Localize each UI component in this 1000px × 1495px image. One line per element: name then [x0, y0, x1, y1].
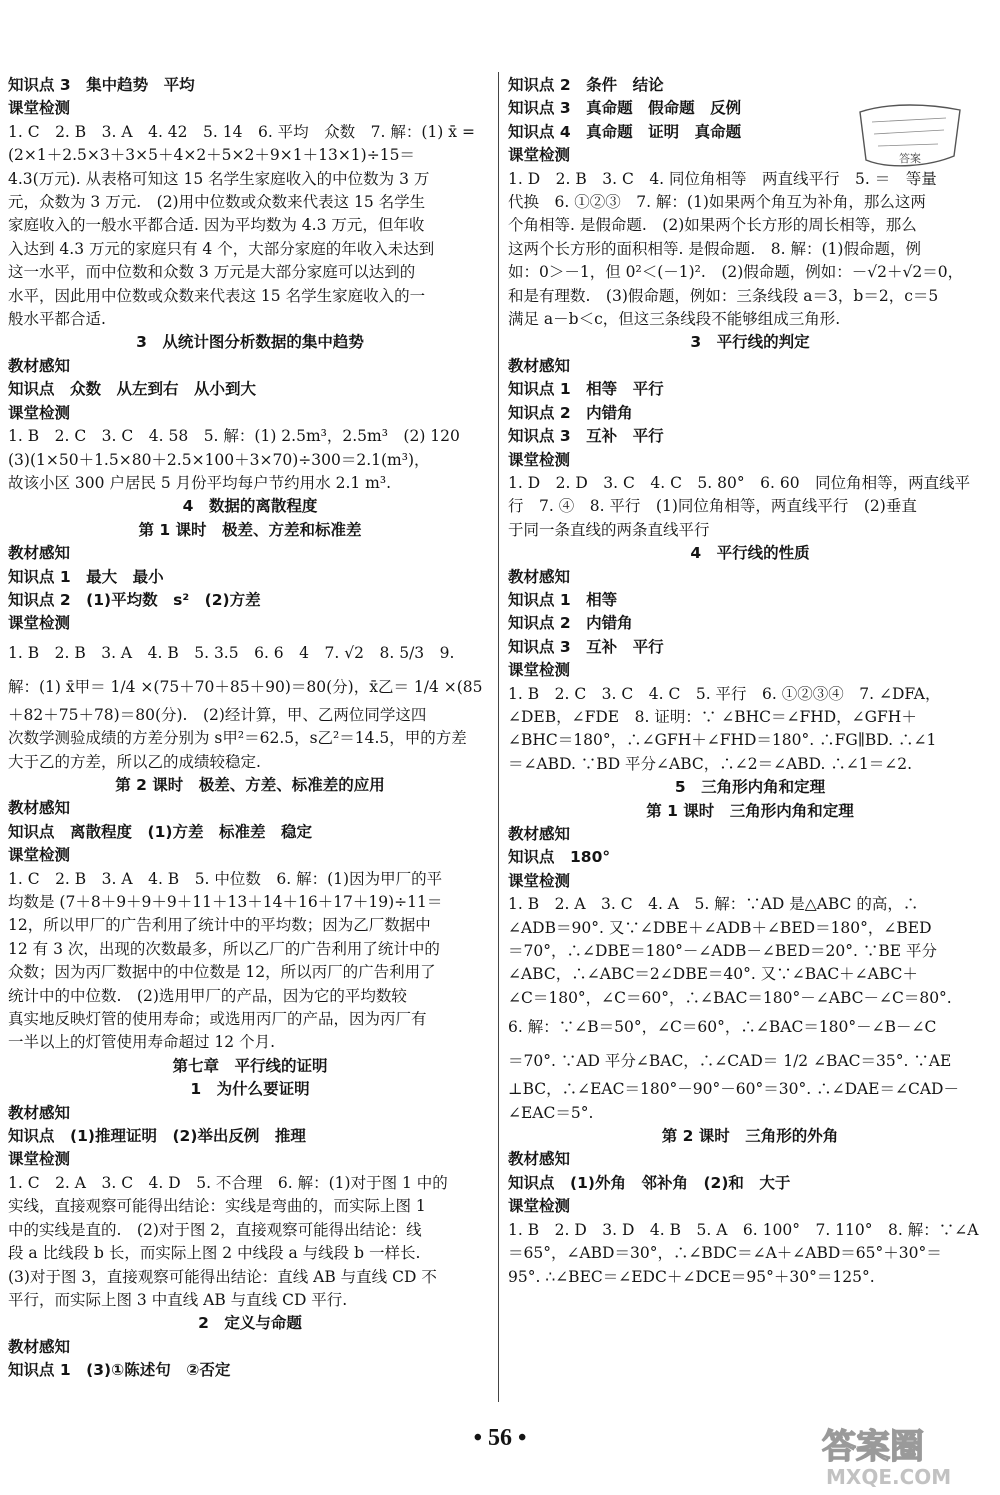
- text-line: ∠ABC，∴∠ABC＝2∠DBE＝40°. 又∵∠BAC＋∠ABC＋: [508, 965, 918, 984]
- subheading-line: 教材感知: [8, 356, 71, 375]
- text-line: 满足 a－b＜c，但这三条线段不能够组成三角形.: [508, 310, 841, 329]
- text-line: ∠EAC＝5°.: [508, 1103, 594, 1122]
- text-line: 个角相等. 是假命题. (2)如果两个长方形的周长相等，那么: [508, 216, 917, 235]
- text-line: 大于乙的方差，所以乙的成绩较稳定.: [8, 752, 261, 771]
- text-line: ＝70°. ∵AD 平分∠BAC，∴∠CAD＝ 1/2 ∠BAC＝35°. ∵AE: [508, 1052, 952, 1071]
- subheading-line: 知识点 1 最大 最小: [8, 567, 164, 586]
- subheading-line: 教材感知: [508, 1150, 571, 1169]
- subheading-line: 知识点 1 (3)①陈述句 ②否定: [8, 1361, 231, 1380]
- subheading-line: 课堂检测: [8, 614, 71, 633]
- subheading-line: 知识点 4 真命题 证明 真命题: [508, 122, 742, 141]
- text-line: ＝65°，∠ABD＝30°，∴∠BDC＝∠A＋∠ABD＝65°＋30°＝: [508, 1244, 942, 1263]
- text-line: 代换 6. ①②③ 7. 解：(1)如果两个角互为补角，那么这两: [508, 193, 926, 212]
- subheading-line: 教材感知: [508, 567, 571, 586]
- subheading-line: 教材感知: [8, 1337, 71, 1356]
- subheading-line: 课堂检测: [8, 99, 71, 118]
- subheading-line: 知识点 1 相等 平行: [508, 380, 664, 399]
- subheading-line: 知识点 离散程度 (1)方差 标准差 稳定: [8, 822, 312, 841]
- stamp-text: 答案: [899, 152, 921, 165]
- text-line: ⊥BC，∴∠EAC＝180°－90°－60°＝30°. ∴∠DAE＝∠CAD－: [508, 1080, 959, 1099]
- text-line: 故该小区 300 户居民 5 月份平均每户节约用水 2.1 m³.: [8, 473, 391, 492]
- section-heading: 2 定义与命题: [198, 1314, 302, 1333]
- subheading-line: 知识点 3 互补 平行: [508, 427, 664, 446]
- text-line: ＋82＋75＋78)＝80(分). (2)经计算，甲、乙两位同学这四: [8, 705, 427, 724]
- text-line: 这一水平，而中位数和众数 3 万元是大部分家庭可以达到的: [8, 263, 416, 282]
- text-line: 入达到 4.3 万元的家庭只有 4 个，大部分家庭的年收入未达到: [8, 239, 435, 258]
- text-line: 这两个长方形的面积相等. 是假命题. 8. 解：(1)假命题，例: [508, 239, 921, 258]
- text-line: 6. 解：∵∠B＝50°，∠C＝60°，∴∠BAC＝180°－∠B－∠C: [508, 1018, 937, 1037]
- section-heading: 1 为什么要证明: [190, 1080, 310, 1099]
- text-line: 95°. ∴∠BEC＝∠EDC＋∠DCE＝95°＋30°＝125°.: [508, 1267, 875, 1286]
- text-line: (3)对于图 3，直接观察可能得出结论：直线 AB 与直线 CD 不: [8, 1267, 437, 1286]
- text-line: 均数是 (7＋8＋9＋9＋9＋11＋13＋14＋16＋17＋19)÷11＝: [8, 893, 443, 911]
- subheading-line: 课堂检测: [8, 1150, 71, 1169]
- subheading-line: 知识点 2 (1)平均数 s² (2)方差: [8, 590, 261, 609]
- section-heading: 3 从统计图分析数据的集中趋势: [136, 333, 364, 352]
- left-column: [8, 74, 492, 1383]
- text-line: ＝70°，∴∠DBE＝180°－∠ADB－∠BED＝20°. ∵BE 平分: [508, 942, 938, 961]
- text-line: 1. B 2. D 3. D 4. B 5. A 6. 100° 7. 110° 8. 解：∵∠A: [508, 1220, 979, 1239]
- text-line: ∠C＝180°，∠C＝60°，∴∠BAC＝180°－∠ABC－∠C＝80°.: [508, 988, 952, 1007]
- section-heading: 第 1 课时 三角形内角和定理: [646, 801, 854, 820]
- subheading-line: 课堂检测: [508, 661, 571, 680]
- subheading-line: 课堂检测: [508, 146, 571, 165]
- subheading-line: 知识点 2 内错角: [508, 614, 633, 633]
- subheading-line: 课堂检测: [508, 871, 571, 890]
- subheading-line: 知识点 (1)外角 邻补角 (2)和 大于: [508, 1173, 791, 1192]
- text-line: 12，所以甲厂的广告利用了统计中的平均数；因为乙厂数据中: [8, 916, 431, 935]
- subheading-line: 教材感知: [508, 825, 571, 843]
- subheading-line: 知识点 3 集中趋势 平均: [8, 76, 195, 94]
- text-line: 1. B 2. B 3. A 4. B 5. 3.5 6. 6 4 7. √2 8. 5/3 9.: [8, 643, 455, 662]
- section-heading: 4 平行线的性质: [690, 544, 810, 563]
- text-line: 1. B 2. C 3. C 4. 58 5. 解：(1) 2.5m³，2.5m³ (2) 120: [8, 427, 460, 446]
- text-line: 如：0＞－1，但 0²＜(－1)². (2)假命题，例如：－√2＋√2＝0，: [508, 263, 964, 282]
- text-line: (3)(1×50＋1.5×80＋2.5×100＋3×70)÷300＝2.1(m³)，: [8, 450, 430, 469]
- text-line: 段 a 比线段 b 长，而实际上图 2 中线段 a 与线段 b 一样长.: [8, 1244, 421, 1263]
- text-line: 般水平都合适.: [8, 310, 106, 329]
- text-line: 1. D 2. D 3. C 4. C 5. 80° 6. 60 同位角相等，两直线平: [508, 473, 971, 492]
- subheading-line: 课堂检测: [8, 846, 71, 865]
- subheading-line: 知识点 2 条件 结论: [508, 76, 664, 94]
- subheading-line: 知识点 180°: [508, 848, 611, 867]
- watermark-logo: [812, 1420, 997, 1492]
- section-heading: 5 三角形内角和定理: [674, 778, 826, 797]
- page-number: • 56 •: [473, 1425, 527, 1451]
- text-line: 次数学测验成绩的方差分别为 s甲²＝62.5，s乙²＝14.5，甲的方差: [8, 729, 467, 748]
- text-line: 一半以上的灯管使用寿命超过 12 个月.: [8, 1033, 276, 1052]
- svg-text:MXQE.COM: MXQE.COM: [826, 1465, 952, 1489]
- subheading-line: 教材感知: [8, 544, 71, 563]
- subheading-line: 知识点 3 真命题 假命题 反例: [508, 99, 742, 118]
- text-line: 众数；因为丙厂数据中的中位数是 12，所以丙厂的广告利用了: [8, 963, 436, 982]
- text-line: 家庭收入的一般水平都合适. 因为平均数为 4.3 万元，但年收: [8, 216, 425, 235]
- text-line: 1. D 2. B 3. C 4. 同位角相等 两直线平行 5. ＝ 等量: [508, 169, 937, 188]
- text-line: (2×1＋2.5×3＋3×5＋4×2＋5×2＋9×1＋13×1)÷15＝: [8, 146, 415, 165]
- section-heading: 3 平行线的判定: [690, 333, 810, 352]
- text-line: 水平，因此用中位数或众数来代表这 15 名学生家庭收入的一: [8, 286, 426, 305]
- text-line: 真实地反映灯管的使用寿命；或选用丙厂的产品，因为丙厂有: [8, 1010, 427, 1029]
- text-line: 解：(1) x̄甲＝ 1/4 ×(75＋70＋85＋90)＝80(分)，x̄乙＝ 1/4 ×(85: [8, 677, 483, 696]
- text-line: ∠BHC＝180°，∴∠GFH＋∠FHD＝180°. ∴FG∥BD. ∴∠1: [508, 731, 937, 750]
- stamp-mark: [850, 100, 970, 174]
- text-line: ∠DEB，∠FDE 8. 证明：∵ ∠BHC＝∠FHD，∠GFH＋: [508, 707, 917, 726]
- text-line: 和是有理数. (3)假命题，例如：三条线段 a＝3，b＝2，c＝5: [508, 286, 939, 305]
- subheading-line: 知识点 (1)推理证明 (2)举出反例 推理: [8, 1127, 306, 1146]
- text-line: 4.3(万元). 从表格可知这 15 名学生家庭收入的中位数为 3 万: [8, 169, 430, 188]
- text-line: 1. B 2. C 3. C 4. C 5. 平行 6. ①②③④ 7. ∠DFA，: [508, 684, 941, 703]
- subheading-line: 课堂检测: [508, 450, 571, 469]
- text-line: 统计中的中位数. (2)选用甲厂的产品，因为它的平均数较: [8, 986, 407, 1005]
- text-line: 1. C 2. B 3. A 4. B 5. 中位数 6. 解：(1)因为甲厂的平: [8, 869, 443, 888]
- subheading-line: 知识点 1 相等: [508, 590, 618, 609]
- text-line: 于同一条直线的两条直线平行: [508, 520, 710, 539]
- text-line: ＝∠ABD. ∵BD 平分∠ABC，∴∠2＝∠ABD. ∴∠1＝∠2.: [508, 754, 913, 773]
- subheading-line: 知识点 众数 从左到右 从小到大: [8, 380, 257, 399]
- right-column: [508, 74, 992, 1289]
- subheading-line: 教材感知: [8, 1103, 71, 1122]
- text-line: 1. C 2. B 3. A 4. 42 5. 14 6. 平均 众数 7. 解：(1) x̄ =: [8, 122, 475, 141]
- text-line: 行 7. ④ 8. 平行 (1)同位角相等，两直线平行 (2)垂直: [508, 497, 917, 516]
- text-line: 实线，直接观察可能得出结论：实线是弯曲的，而实际上图 1: [8, 1197, 426, 1216]
- section-heading: 第 2 课时 三角形的外角: [661, 1127, 839, 1146]
- subheading-line: 教材感知: [508, 356, 571, 375]
- subheading-line: 教材感知: [8, 799, 71, 818]
- text-line: ∠ADB＝90°. 又∵∠DBE＋∠ADB＋∠BED＝180°，∠BED: [508, 918, 932, 937]
- watermark-text: 答案圈: [822, 1427, 924, 1467]
- subheading-line: 知识点 2 内错角: [508, 403, 633, 422]
- text-line: 中的实线是直的. (2)对于图 2，直接观察可能得出结论：线: [8, 1220, 422, 1239]
- section-heading: 第七章 平行线的证明: [172, 1056, 328, 1075]
- section-heading: 第 2 课时 极差、方差、标准差的应用: [115, 775, 385, 794]
- text-line: 12 有 3 次，出现的次数最多，所以乙厂的广告利用了统计中的: [8, 939, 440, 958]
- text-line: 1. C 2. A 3. C 4. D 5. 不合理 6. 解：(1)对于图 1 中的: [8, 1173, 448, 1192]
- subheading-line: 知识点 3 互补 平行: [508, 637, 664, 656]
- subheading-line: 课堂检测: [508, 1197, 571, 1216]
- section-heading: 第 1 课时 极差、方差和标准差: [138, 520, 362, 539]
- text-line: 元，众数为 3 万元. (2)用中位数或众数来代表这 15 名学生: [8, 193, 426, 212]
- column-divider: [498, 72, 499, 1402]
- section-heading: 4 数据的离散程度: [182, 497, 318, 516]
- text-line: 平行，而实际上图 3 中直线 AB 与直线 CD 平行.: [8, 1290, 348, 1309]
- subheading-line: 课堂检测: [8, 403, 71, 422]
- text-line: 1. B 2. A 3. C 4. A 5. 解：∵AD 是△ABC 的高，∴: [508, 895, 919, 914]
